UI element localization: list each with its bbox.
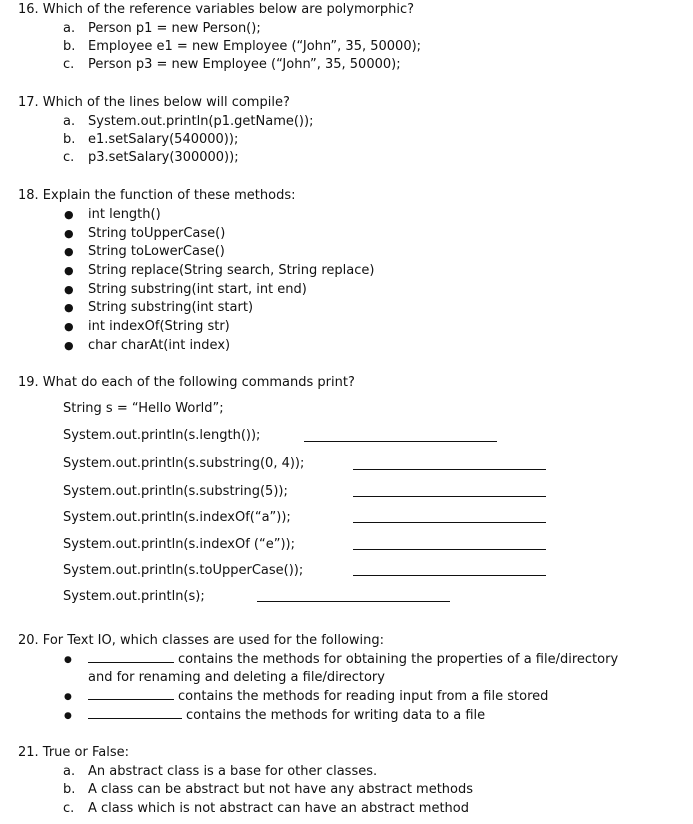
answer-blank[interactable] <box>304 441 497 442</box>
q17-option-c-letter: c. <box>63 150 75 165</box>
q19-declaration: String s = “Hello World”; <box>63 401 224 416</box>
q20-item-continuation: and for renaming and deleting a file/directory <box>88 670 385 685</box>
q18-method-item: String substring(int start) <box>88 300 254 315</box>
q18-method-item: String substring(int start, int end) <box>88 282 307 297</box>
q21-option-a-letter: a. <box>63 764 76 779</box>
bullet-icon: ● <box>64 245 74 258</box>
q16-option-a: Person p1 = new Person(); <box>88 21 261 36</box>
q21-option-c-letter: c. <box>63 801 75 816</box>
answer-blank[interactable] <box>353 522 546 523</box>
q19-command: System.out.println(s.substring(0, 4)); <box>63 456 305 471</box>
fill-in-blank[interactable] <box>88 652 174 663</box>
q17-option-a: System.out.println(p1.getName()); <box>88 114 314 129</box>
answer-blank[interactable] <box>353 496 546 497</box>
q19-command: System.out.println(s.indexOf(“a”)); <box>63 510 291 525</box>
q16-option-c: Person p3 = new Employee (“John”, 35, 50000); <box>88 57 401 72</box>
q16-option-a-letter: a. <box>63 21 76 36</box>
q21-option-b: A class can be abstract but not have any abstract methods <box>88 782 474 797</box>
q20-item-text: contains the methods for obtaining the properties of a file/directory <box>178 652 619 667</box>
q17-option-c: p3.setSalary(300000)); <box>88 150 239 165</box>
answer-blank[interactable] <box>257 601 450 602</box>
bullet-icon: ● <box>64 227 74 240</box>
q18-method-item: char charAt(int index) <box>88 338 231 353</box>
q20-item <box>88 652 618 668</box>
q20-item <box>88 708 485 724</box>
bullet-icon: ● <box>64 655 72 665</box>
bullet-icon: ● <box>64 208 74 221</box>
q19-command: System.out.println(s.toUpperCase()); <box>63 563 304 578</box>
answer-blank[interactable] <box>353 549 546 550</box>
q20-item <box>88 689 548 705</box>
q18-method-item: int length() <box>88 207 161 222</box>
q20-item-text: contains the methods for writing data to a file <box>186 708 486 723</box>
bullet-icon: ● <box>64 692 72 702</box>
q17-option-b: e1.setSalary(540000)); <box>88 132 239 147</box>
question-21-title: 21. True or False: <box>18 745 129 760</box>
q20-item-text: contains the methods for reading input from a file stored <box>178 689 549 704</box>
q19-command: System.out.println(s); <box>63 589 205 604</box>
q18-method-item: String replace(String search, String replace) <box>88 263 375 278</box>
question-16-title: 16. Which of the reference variables below are polymorphic? <box>18 2 415 17</box>
q21-option-b-letter: b. <box>63 782 76 797</box>
bullet-icon: ● <box>64 301 74 314</box>
q16-option-c-letter: c. <box>63 57 75 72</box>
q21-option-a: An abstract class is a base for other classes. <box>88 764 378 779</box>
q18-method-item: String toUpperCase() <box>88 226 226 241</box>
q18-method-item: String toLowerCase() <box>88 244 225 259</box>
question-18-title: 18. Explain the function of these methods: <box>18 188 296 203</box>
bullet-icon: ● <box>64 339 74 352</box>
question-20-title: 20. For Text IO, which classes are used for the following: <box>18 633 385 648</box>
question-17-title: 17. Which of the lines below will compile? <box>18 95 290 110</box>
bullet-icon: ● <box>64 711 72 721</box>
q18-method-item: int indexOf(String str) <box>88 319 230 334</box>
q16-option-b-letter: b. <box>63 39 76 54</box>
q21-option-c: A class which is not abstract can have an abstract method <box>88 801 469 816</box>
bullet-icon: ● <box>64 283 74 296</box>
q19-command: System.out.println(s.indexOf (“e”)); <box>63 537 295 552</box>
q17-option-a-letter: a. <box>63 114 76 129</box>
fill-in-blank[interactable] <box>88 689 174 700</box>
q19-command: System.out.println(s.substring(5)); <box>63 484 288 499</box>
bullet-icon: ● <box>64 320 74 333</box>
q19-command: System.out.println(s.length()); <box>63 428 261 443</box>
fill-in-blank[interactable] <box>88 708 182 719</box>
q17-option-b-letter: b. <box>63 132 76 147</box>
question-19-title: 19. What do each of the following commands print? <box>18 375 355 390</box>
q16-option-b: Employee e1 = new Employee (“John”, 35, 50000); <box>88 39 422 54</box>
bullet-icon: ● <box>64 264 74 277</box>
answer-blank[interactable] <box>353 469 546 470</box>
answer-blank[interactable] <box>353 575 546 576</box>
